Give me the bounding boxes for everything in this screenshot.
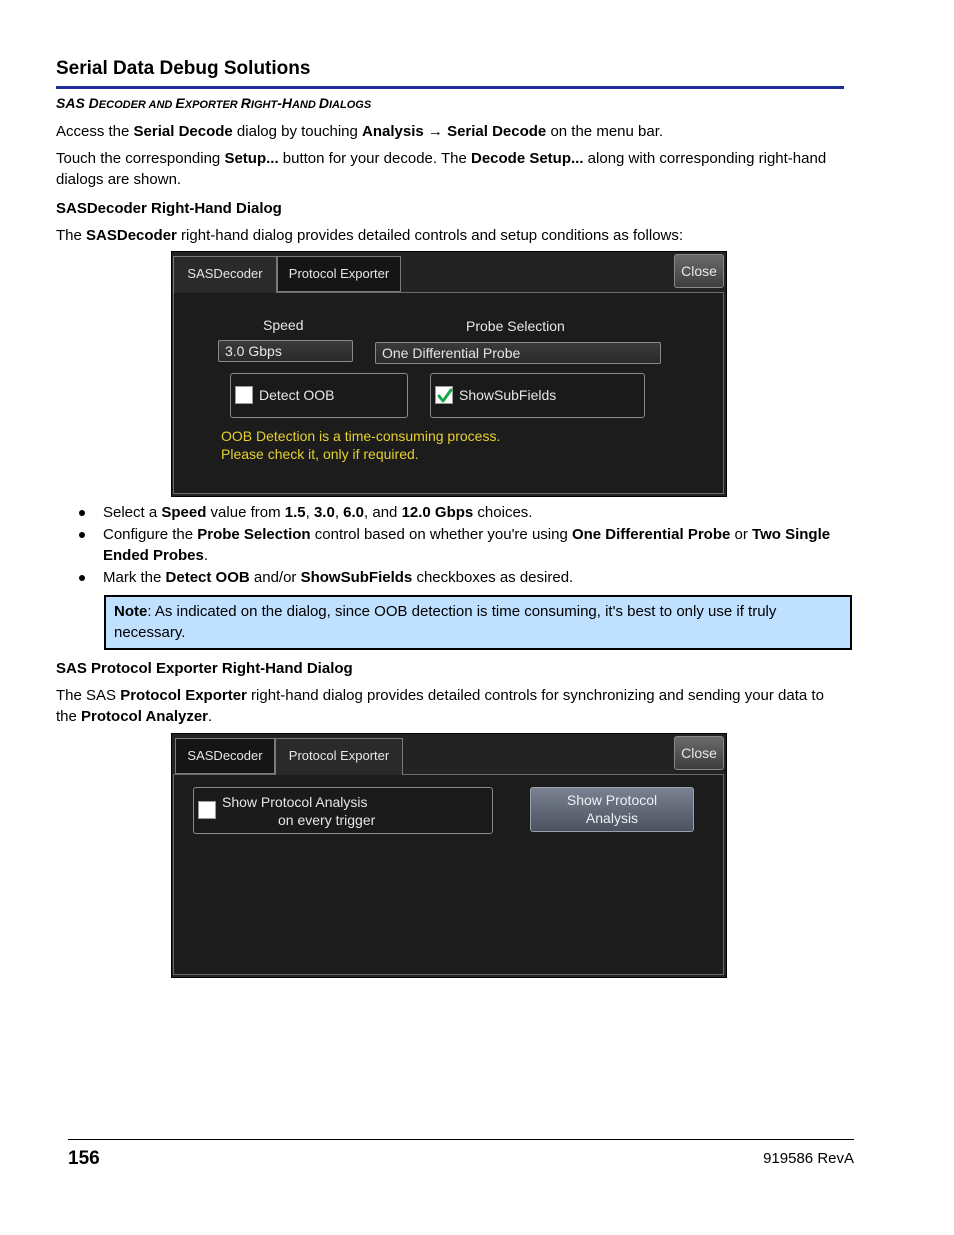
button-label-line-2: Analysis	[585, 810, 639, 826]
section-title: SAS DECODER AND EXPORTER RIGHT-HAND DIALOGS	[56, 95, 372, 111]
detect-oob-group[interactable]	[230, 373, 408, 418]
close-button[interactable]: Close	[674, 254, 724, 288]
exporter-description: The SAS Protocol Exporter right-hand dialog provides detailed controls for synchronizing and sending your data to the Protocol Analyzer.	[56, 687, 824, 725]
tab-protocol-exporter[interactable]: Protocol Exporter	[277, 256, 401, 292]
showsubfields-label: ShowSubFields	[459, 387, 557, 403]
sasdecoder-description: The SASDecoder right-hand dialog provides detailed controls and setup conditions as follows:	[56, 227, 684, 244]
list-item: Configure the Probe Selection control based on whether you're using One Differential Probe or Two Single Ended Probes.	[76, 524, 836, 566]
header-rule	[56, 86, 844, 89]
detect-oob-label: Detect OOB	[259, 387, 335, 403]
list-item: Select a Speed value from 1.5, 3.0, 6.0, and 12.0 Gbps choices.	[76, 502, 836, 523]
note-text: : As indicated on the dialog, since OOB detection is time consuming, it's best to only use if truly necessary.	[114, 603, 777, 641]
checkmark-icon	[436, 387, 454, 405]
protocol-exporter-dialog	[171, 733, 727, 978]
sasdecoder-dialog	[171, 251, 727, 497]
showsubfields-checkbox[interactable]	[435, 386, 453, 404]
note-label: Note	[114, 603, 148, 620]
intro-paragraph-1: Access the Serial Decode dialog by touching Analysis → Serial Decode on the menu bar.	[56, 123, 664, 140]
footer-rule	[68, 1139, 854, 1140]
probe-selection-label: Probe Selection	[466, 318, 565, 334]
show-protocol-analysis-label-line-1: Show Protocol Analysis	[222, 794, 368, 810]
show-protocol-analysis-label-line-2: on every trigger	[278, 812, 376, 828]
speed-field[interactable]: 3.0 Gbps	[218, 340, 353, 362]
detect-oob-checkbox[interactable]	[235, 386, 253, 404]
page-header-title: Serial Data Debug Solutions	[56, 58, 311, 79]
list-item: Mark the Detect OOB and/or ShowSubFields checkboxes as desired.	[76, 567, 836, 588]
oob-warning-line-1: OOB Detection is a time-consuming process.	[221, 428, 501, 444]
page-number: 156	[68, 1148, 100, 1169]
bullet-list	[76, 502, 836, 589]
speed-label: Speed	[263, 317, 304, 333]
intro-paragraph-2: Touch the corresponding Setup... button for your decode. The Decode Setup... along with corresponding right-hand dialogs are shown.	[56, 150, 827, 188]
sasdecoder-heading: SASDecoder Right-Hand Dialog	[56, 200, 282, 217]
note-box	[104, 595, 852, 650]
show-protocol-analysis-checkbox[interactable]	[198, 801, 216, 819]
show-protocol-analysis-group[interactable]	[193, 787, 493, 834]
tab-sasdecoder[interactable]: SASDecoder	[175, 738, 275, 774]
button-label-line-1: Show Protocol	[566, 792, 658, 808]
tab-protocol-exporter[interactable]: Protocol Exporter	[275, 738, 403, 775]
showsubfields-group[interactable]	[430, 373, 645, 418]
close-button[interactable]: Close	[674, 736, 724, 770]
oob-warning-line-2: Please check it, only if required.	[221, 446, 419, 462]
document-id: 919586 RevA	[763, 1150, 854, 1167]
probe-selection-field[interactable]: One Differential Probe	[375, 342, 661, 364]
tab-sasdecoder[interactable]: SASDecoder	[173, 256, 277, 293]
exporter-heading: SAS Protocol Exporter Right-Hand Dialog	[56, 660, 353, 677]
show-protocol-analysis-button[interactable]	[530, 787, 694, 832]
